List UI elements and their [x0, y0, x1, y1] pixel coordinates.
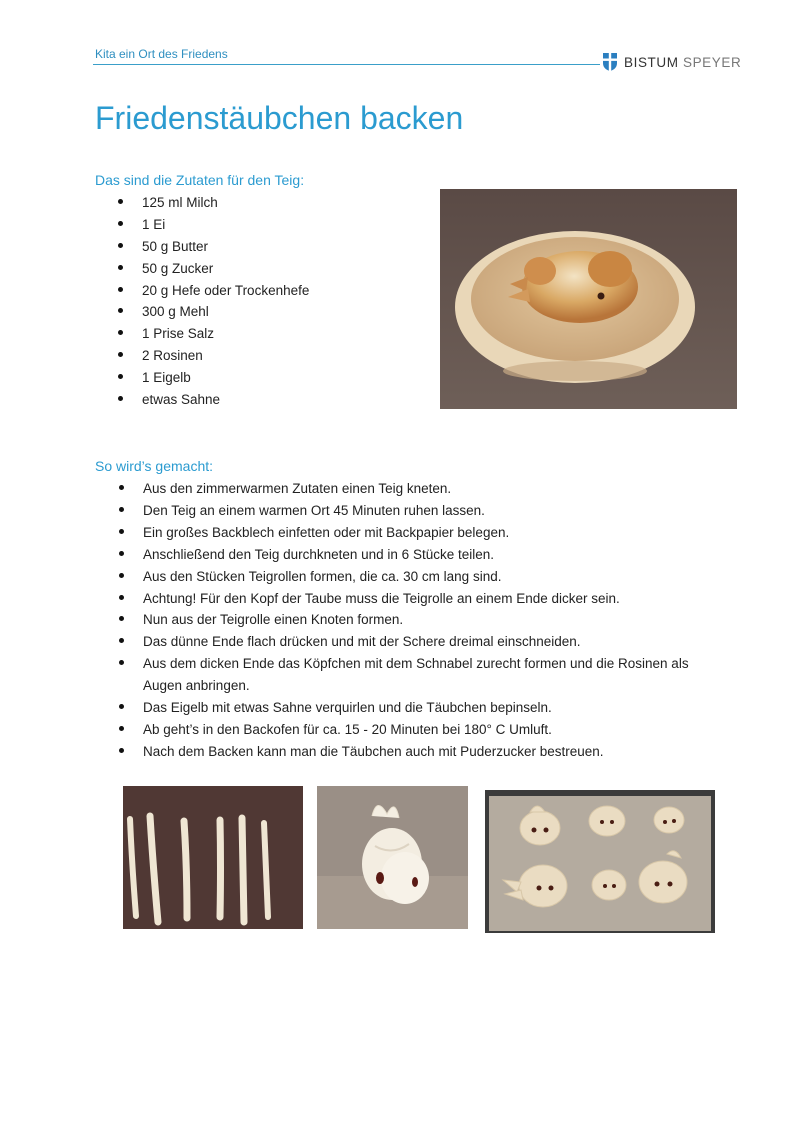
ingredient-item: 1 Prise Salz	[142, 323, 309, 345]
ingredient-item: 20 g Hefe oder Trockenhefe	[142, 280, 309, 302]
instruction-step: Aus den zimmerwarmen Zutaten einen Teig kneten.	[143, 478, 723, 500]
ingredients-list	[142, 192, 309, 411]
baked-dove-bowl-photo	[440, 189, 737, 409]
page-title: Friedenstäubchen backen	[95, 100, 464, 136]
header-divider	[93, 64, 600, 65]
ingredient-item: etwas Sahne	[142, 389, 309, 411]
instructions-heading: So wird’s gemacht:	[95, 458, 214, 474]
ingredient-item: 1 Ei	[142, 214, 309, 236]
instruction-step: Aus dem dicken Ende das Köpfchen mit dem Schnabel zurecht formen und die Rosinen als Augen anbringen.	[143, 653, 723, 697]
instruction-step: Anschließend den Teig durchkneten und in 6 Stücke teilen.	[143, 544, 723, 566]
instructions-list	[143, 478, 723, 763]
instruction-step: Den Teig an einem warmen Ort 45 Minuten ruhen lassen.	[143, 500, 723, 522]
instruction-step: Das Eigelb mit etwas Sahne verquirlen und die Täubchen bepinseln.	[143, 697, 723, 719]
instruction-step: Achtung! Für den Kopf der Taube muss die Teigrolle an einem Ende dicker sein.	[143, 588, 723, 610]
doves-on-baking-tray-photo	[485, 790, 715, 933]
ingredient-item: 125 ml Milch	[142, 192, 309, 214]
cross-shield-icon	[602, 52, 618, 72]
ingredient-item: 2 Rosinen	[142, 345, 309, 367]
instruction-step: Ab geht’s in den Backofen für ca. 15 - 20 Minuten bei 180° C Umluft.	[143, 719, 723, 741]
dough-rolls-photo	[123, 786, 303, 929]
ingredient-item: 50 g Butter	[142, 236, 309, 258]
instruction-step: Nun aus der Teigrolle einen Knoten formen.	[143, 609, 723, 631]
ingredients-heading: Das sind die Zutaten für den Teig:	[95, 172, 305, 188]
instruction-step: Das dünne Ende flach drücken und mit der Schere dreimal einschneiden.	[143, 631, 723, 653]
instruction-step: Aus den Stücken Teigrollen formen, die ca. 30 cm lang sind.	[143, 566, 723, 588]
logo-text-speyer: SPEYER	[682, 54, 742, 70]
bistum-speyer-logo	[602, 52, 741, 72]
logo-text-bistum: BISTUM	[624, 54, 679, 70]
ingredient-item: 50 g Zucker	[142, 258, 309, 280]
instruction-step: Nach dem Backen kann man die Täubchen auch mit Puderzucker bestreuen.	[143, 741, 723, 763]
header-left-text: Kita ein Ort des Friedens	[95, 47, 228, 61]
ingredient-item: 300 g Mehl	[142, 301, 309, 323]
shaped-dough-dove-photo	[317, 786, 468, 929]
ingredient-item: 1 Eigelb	[142, 367, 309, 389]
instruction-step: Ein großes Backblech einfetten oder mit Backpapier belegen.	[143, 522, 723, 544]
